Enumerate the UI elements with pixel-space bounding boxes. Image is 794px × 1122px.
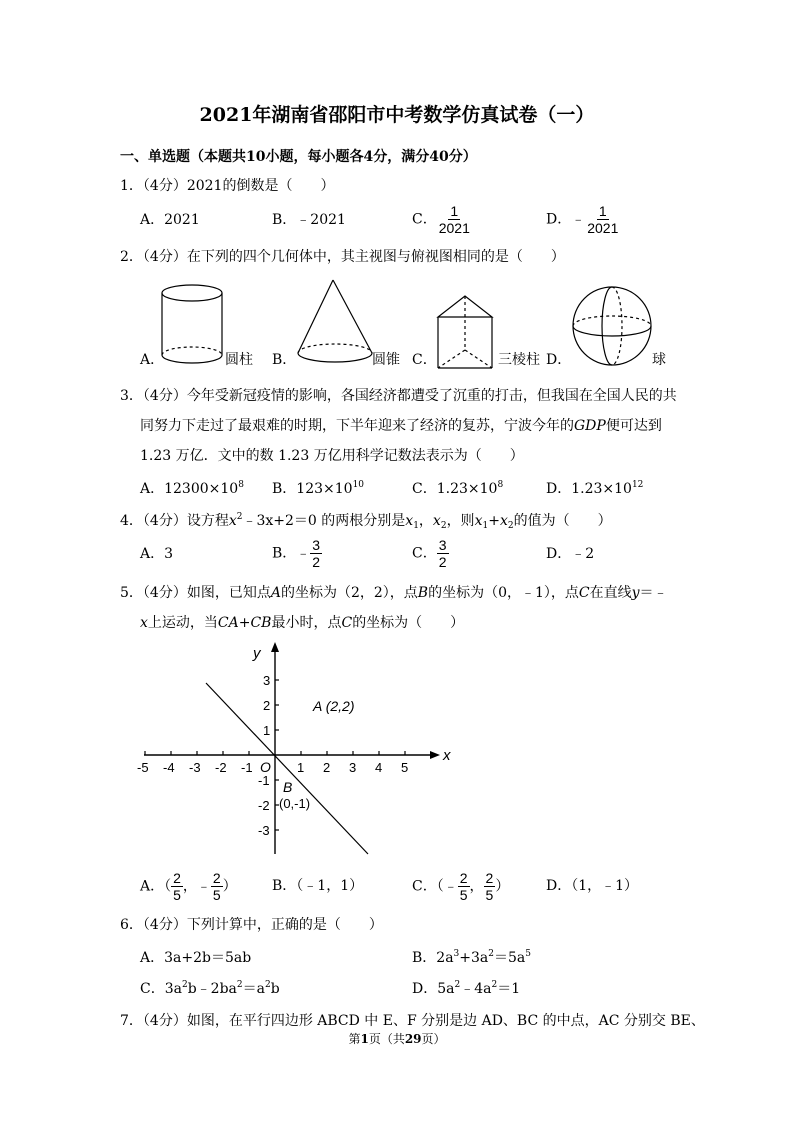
q3-option-d: D．$1.23\times 10^{12}$ [546, 480, 644, 497]
y-tick-label: 3 [263, 673, 271, 688]
x-tick-label: -4 [163, 760, 175, 775]
q1-option-c: C． $\frac{1}{2021}$ [412, 203, 470, 236]
triangular-prism-figure [430, 292, 500, 372]
q3-option-b: B．$123\times 10^{10}$ [272, 480, 365, 497]
q3-option-a: A．$12300\times 10^8$ [140, 480, 244, 497]
q2-b-label: 圆锥 [372, 352, 400, 368]
q3-line-2: 同努力下走过了最艰难的时期，下半年迎来了经济的复苏，宁波今年的GDP便可达到 [140, 418, 662, 434]
q3-option-c: C．$1.23\times 10^8$ [412, 480, 504, 497]
page-footer: 第1页（共29页） [348, 1032, 446, 1046]
q6-option-a: A．3a+2b＝5ab [140, 950, 252, 966]
q6-option-b: B．$2a^3+3a^2=5a^5$ [412, 949, 531, 966]
q2-option-b: B． [272, 352, 297, 368]
x-tick-label: -5 [137, 760, 149, 775]
x-tick-label: 3 [349, 760, 357, 775]
q1-option-b: B．﹣2021 [272, 212, 346, 228]
origin-label: O [260, 759, 271, 775]
q2-option-a: A． [140, 352, 165, 368]
q5-option-a: A．（ $\frac{2}{5}$ ，﹣ $\frac{2}{5}$ ） [140, 870, 237, 903]
y-tick-label: -3 [258, 823, 270, 838]
q4-b-fraction: $\frac{3}{2}$ [312, 537, 321, 570]
q4-option-a: A．3 [140, 546, 174, 562]
y-tick-label: 1 [263, 723, 271, 738]
y-tick-label: 2 [263, 698, 271, 713]
section-heading: 一、单选题（本题共10小题，每小题各4分，满分40分） [120, 149, 477, 165]
q4-option-d: D．﹣2 [546, 546, 595, 562]
y-tick-label: -1 [258, 773, 270, 788]
q5-option-b: B．（﹣1，1） [272, 878, 364, 894]
q3-line-3: 1.23 万亿．文中的数 1.23 万亿用科学记数法表示为（ ） [140, 448, 524, 464]
point-b-label: B [283, 779, 293, 795]
q7-line-1: 7．（4分）如图，在平行四边形 ABCD 中 E、F 分别是边 AD、BC 的中点，AC 分别交 BE、 [120, 1013, 705, 1029]
point-a-label: A (2,2) [313, 698, 355, 714]
q6-option-d: D．$5a^2﹣4a^2=1$ [412, 980, 521, 997]
q5-option-d: D．（1，﹣1） [546, 878, 639, 894]
q5-line-1: 5．（4分）如图，已知点A的坐标为（2，2），点B的坐标为（0，﹣1），点C在直线y＝﹣ [120, 585, 668, 601]
q1-stem: 1．（4分）2021的倒数是（ ） [120, 178, 335, 194]
q2-stem: 2．（4分）在下列的四个几何体中，其主视图与俯视图相同的是（ ） [120, 249, 565, 265]
q4-c-fraction: $\frac{3}{2}$ [438, 537, 447, 570]
x-tick-label: -3 [189, 760, 201, 775]
q2-a-label: 圆柱 [225, 352, 253, 368]
y-axis-label: y [253, 645, 261, 662]
q4-option-c: C． $\frac{3}{2}$ [412, 537, 447, 570]
q5-line-2: x上运动，当CA+CB最小时，点C的坐标为（ ） [140, 615, 465, 631]
coordinate-graph [137, 640, 460, 860]
q1-c-fraction: $\frac{1}{2021}$ [438, 203, 470, 236]
q2-option-d: D． [546, 352, 572, 368]
q6-stem: 6．（4分）下列计算中，正确的是（ ） [120, 917, 383, 933]
x-tick-label: 4 [375, 760, 383, 775]
x-tick-label: -2 [215, 760, 227, 775]
q4-option-b: B．﹣ $\frac{3}{2}$ [272, 537, 321, 570]
y-tick-label: -2 [258, 798, 270, 813]
x-tick-label: -1 [241, 760, 253, 775]
x-axis-arrow [430, 751, 440, 759]
q2-d-label: 球 [652, 352, 666, 368]
q3-line-1: 3．（4分）今年受新冠疫情的影响，各国经济都遭受了沉重的打击，但我国在全国人民的共 [120, 388, 677, 404]
cone-figure [290, 278, 380, 370]
x-tick-label: 1 [297, 760, 305, 775]
q6-option-c: C．$3a^2b﹣2ba^2=a^2b$ [140, 980, 280, 997]
page-title: 2021年湖南省邵阳市中考数学仿真试卷（一） [199, 104, 595, 126]
q5-option-c: C．（﹣ $\frac{2}{5}$ ， $\frac{2}{5}$ ） [412, 870, 510, 903]
q2-option-c: C． [412, 352, 437, 368]
q1-d-fraction: $\frac{1}{2021}$ [587, 203, 619, 236]
q2-c-label: 三棱柱 [498, 352, 540, 368]
x-tick-label: 2 [323, 760, 331, 775]
sphere-figure [570, 282, 660, 372]
x-axis-label: x [443, 747, 451, 764]
x-tick-label: 5 [401, 760, 409, 775]
q1-option-a: A．2021 [140, 212, 200, 228]
point-b-coord: (0,-1) [279, 796, 311, 811]
q1-option-d: D．﹣ $\frac{1}{2021}$ [546, 203, 619, 236]
y-axis-arrow [271, 642, 279, 652]
q4-stem: 4．（4分）设方程$x^2﹣3x+2=0$ 的两根分别是$x_1$，$x_2$，则$x_1+x_2$的值为（ ） [120, 512, 612, 531]
